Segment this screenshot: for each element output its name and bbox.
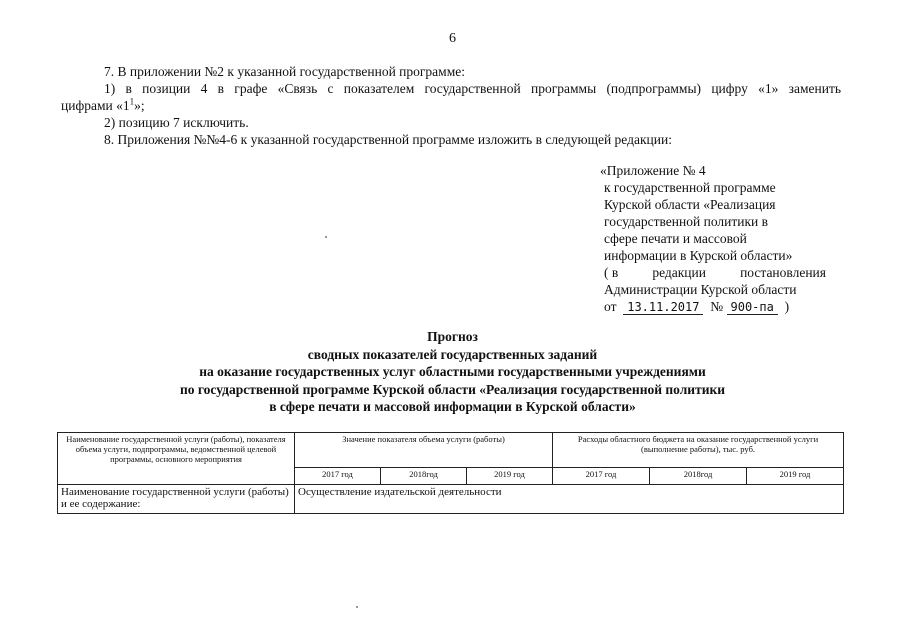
item-7-1-text: 1) в позиции 4 в графе «Связь с показателем государственной программы (подпрограммы) цифру «1» заменить xyxy=(104,81,841,96)
appendix-ot: от xyxy=(604,299,617,314)
header-service-name: Наименование государственной услуги (работы), показателя объема услуги, подпрограммы, ведомственной целевой программы, основного мероприятия xyxy=(58,433,295,485)
header-year-budget-2018: 2018год xyxy=(650,468,747,485)
item-7-1-superscript: 1 xyxy=(129,96,135,107)
header-year-volume-2019: 2019 год xyxy=(467,468,553,485)
title-line-3: на оказание государственных услуг областными государственными учреждениями xyxy=(199,364,706,379)
appendix-line-7-a: ( в xyxy=(604,265,619,280)
item-7-2-text: 2) позицию 7 исключить. xyxy=(104,115,249,130)
item-7-1-end-a: цифрами «1 xyxy=(61,98,130,113)
scan-speck xyxy=(356,606,358,608)
item-8-text: 8. Приложения №№4-6 к указанной государственной программе изложить в следующей редакции: xyxy=(104,132,672,147)
appendix-line-1: «Приложение № 4 xyxy=(600,163,706,178)
row-service-value: Осуществление издательской деятельности xyxy=(295,485,844,514)
appendix-number-sign: № xyxy=(710,299,724,314)
document-number: 900-па xyxy=(727,300,778,315)
header-year-budget-2017: 2017 год xyxy=(553,468,650,485)
forecast-title xyxy=(0,328,905,416)
item-7-1-continuation xyxy=(61,97,145,114)
appendix-line-7-c: постановления xyxy=(740,265,826,280)
appendix-line-6: информации в Курской области» xyxy=(604,248,793,263)
appendix-line-8: Администрации Курской области xyxy=(604,282,797,297)
appendix-line-7 xyxy=(600,264,826,281)
document-date: 13.11.2017 xyxy=(623,300,703,315)
header-year-volume-2018: 2018год xyxy=(381,468,467,485)
title-line-4: по государственной программе Курской области «Реализация государственной политики xyxy=(179,381,726,397)
header-volume: Значение показателя объема услуги (работы) xyxy=(295,433,553,468)
item-7-1-end-b: »; xyxy=(134,98,145,113)
title-line-2: сводных показателей государственных заданий xyxy=(307,346,598,362)
header-year-budget-2019: 2019 год xyxy=(747,468,844,485)
appendix-line-5: сфере печати и массовой xyxy=(604,231,747,246)
row-service-label: Наименование государственной услуги (работы) и ее содержание: xyxy=(58,485,295,514)
appendix-header xyxy=(600,162,826,316)
page-number: 6 xyxy=(449,31,456,46)
scan-speck xyxy=(325,236,327,238)
appendix-date-line xyxy=(600,298,826,316)
appendix-line-4: государственной политики в xyxy=(604,214,769,229)
header-budget: Расходы областного бюджета на оказание государственной услуги (выполнение работы), тыс. руб. xyxy=(553,433,844,468)
appendix-line-3: Курской области «Реализация xyxy=(604,197,776,212)
appendix-line-7-b: редакции xyxy=(652,265,706,280)
item-7-heading: 7. В приложении №2 к указанной государственной программе: xyxy=(104,64,465,79)
header-year-volume-2017: 2017 год xyxy=(295,468,381,485)
appendix-line-2: к государственной программе xyxy=(604,180,776,195)
forecast-table xyxy=(57,432,844,514)
title-line-5: в сфере печати и массовой информации в Курской области» xyxy=(269,399,636,414)
title-line-1: Прогноз xyxy=(427,329,478,344)
appendix-close-paren: ) xyxy=(784,299,790,314)
